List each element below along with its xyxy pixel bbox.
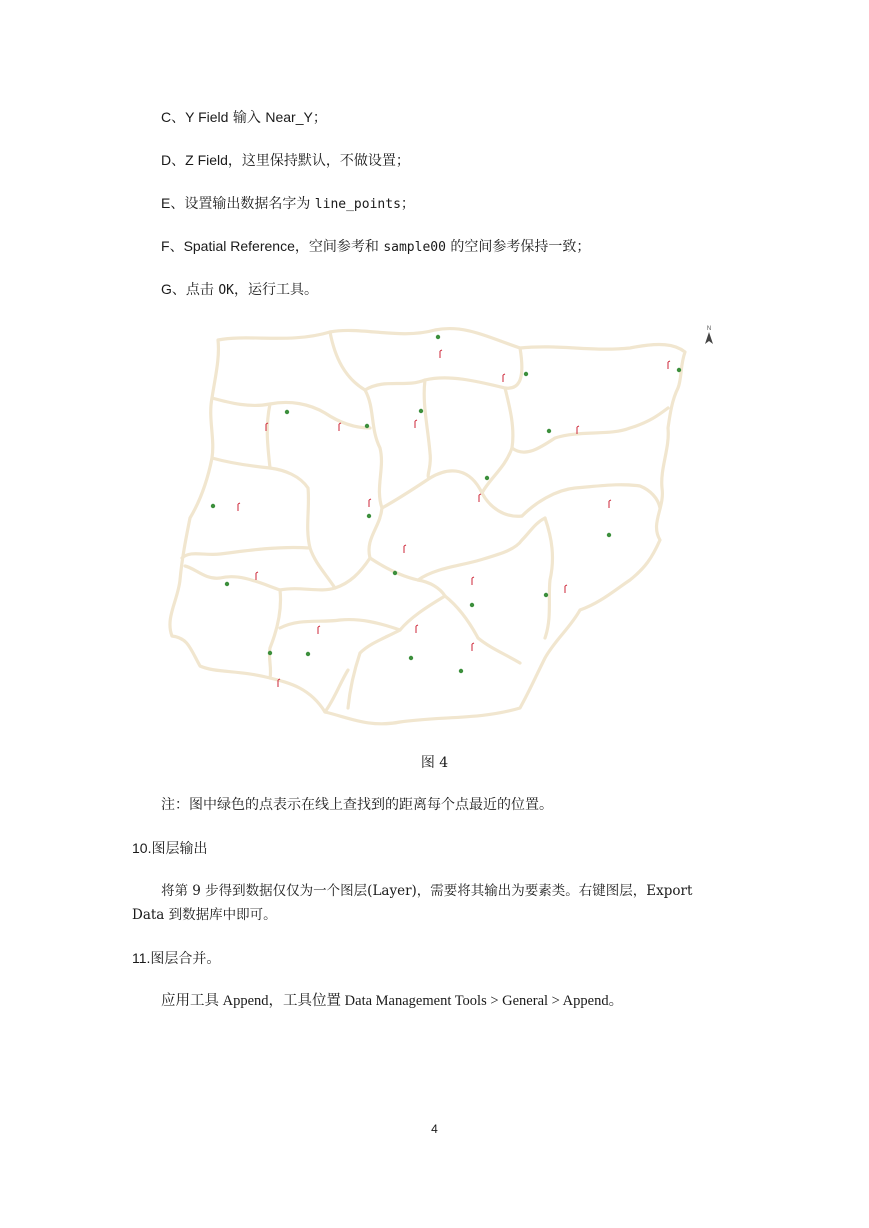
section-10-body-line2: Data 到数据库中即可。 — [132, 907, 277, 923]
nearest-point — [393, 571, 397, 575]
sample-point — [668, 361, 670, 369]
step-e — [161, 193, 415, 215]
sample-point — [318, 626, 320, 634]
step-f — [161, 236, 590, 258]
sample-point — [503, 374, 505, 382]
nearest-point — [211, 504, 215, 508]
step-letter: E — [161, 195, 171, 211]
sample-point — [339, 423, 341, 431]
step-code: OK — [218, 283, 234, 298]
step-sep: 、 — [171, 110, 186, 126]
step-d — [161, 150, 410, 171]
sample-point — [415, 420, 417, 428]
step-text: ，这里保持默认，不做设置； — [227, 153, 410, 169]
step-letter: C — [161, 109, 172, 125]
step-sep: 、 — [171, 153, 186, 169]
step-sep: 、 — [169, 239, 184, 255]
nearest-point — [547, 429, 551, 433]
nearest-point — [268, 651, 272, 655]
step-text-end: ，运行工具。 — [234, 282, 318, 298]
nearest-point — [677, 368, 681, 372]
sample-point — [238, 503, 240, 511]
nearest-point — [607, 533, 611, 537]
figure-caption: 图 4 — [420, 755, 449, 771]
step-field: Y Field — [185, 109, 229, 125]
sample-point — [609, 500, 611, 508]
section-11-title: 11.图层合并。 — [132, 950, 221, 966]
nearest-point — [306, 652, 310, 656]
sample-point — [256, 572, 258, 580]
step-text-end: 的空间参考保持一致； — [445, 239, 591, 255]
nearest-point — [285, 410, 289, 414]
nearest-point — [544, 593, 548, 597]
nearest-point — [367, 514, 371, 518]
sample-points — [238, 350, 670, 687]
step-code: line_points — [314, 197, 401, 212]
sample-point — [369, 499, 371, 507]
step-text: 点击 — [185, 282, 219, 298]
nearest-point — [409, 656, 413, 660]
sample-point — [479, 494, 481, 502]
sample-point — [472, 577, 474, 585]
nearest-point — [524, 372, 528, 376]
nearest-point — [485, 476, 489, 480]
sample-point — [472, 643, 474, 651]
step-letter: F — [161, 238, 170, 254]
step-g — [161, 279, 318, 301]
sample-point — [404, 545, 406, 553]
step-text-end: ； — [312, 110, 327, 126]
step-field: Spatial Reference — [183, 238, 295, 254]
step-letter: G — [161, 281, 172, 297]
step-text: 输入 — [228, 110, 266, 126]
figure-map — [160, 318, 730, 733]
sample-point — [416, 625, 418, 633]
step-sep: 、 — [170, 196, 185, 212]
nearest-point — [225, 582, 229, 586]
nearest-point — [470, 603, 474, 607]
sample-point — [440, 350, 442, 358]
step-letter: D — [161, 152, 172, 168]
step-text: ，空间参考和 — [294, 239, 384, 255]
nearest-point — [436, 335, 440, 339]
section-10-title: 10.图层输出 — [132, 840, 208, 856]
step-field: Z Field — [185, 152, 228, 168]
north-arrow-icon — [705, 326, 713, 344]
step-c — [161, 107, 327, 128]
step-code: sample00 — [383, 240, 446, 255]
region-boundaries — [170, 329, 685, 724]
step-text-end: ； — [400, 196, 415, 212]
step-text: 设置输出数据名字为 — [184, 196, 315, 212]
nearest-point — [365, 424, 369, 428]
nearest-point — [419, 409, 423, 413]
page-number: 4 — [431, 1122, 438, 1136]
north-arrow-label: N — [706, 326, 712, 332]
sample-point — [565, 585, 567, 593]
nearest-points — [211, 335, 681, 673]
section-10-body-line1: 将第 9 步得到数据仅仅为一个图层(Layer)，需要将其输出为要素类。右键图层，Export — [161, 883, 693, 899]
figure-note: 注：图中绿色的点表示在线上查找到的距离每个点最近的位置。 — [161, 797, 553, 813]
outer-boundary — [170, 329, 685, 724]
step-sep: 、 — [171, 282, 186, 298]
nearest-point — [459, 669, 463, 673]
section-11-body: 应用工具 Append，工具位置 Data Management Tools > General > Append。 — [161, 993, 624, 1009]
step-value: Near_Y — [265, 109, 313, 125]
